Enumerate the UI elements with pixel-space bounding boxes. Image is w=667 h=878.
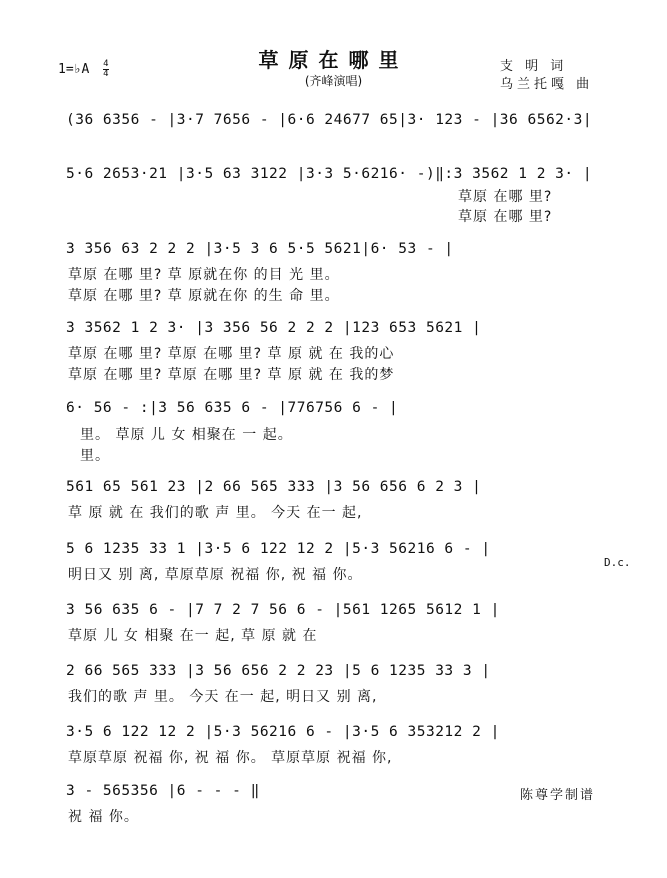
score-line-3: 3 356 63 2 2 2 |3·5 3 6 5·5 5621|6· 53 - | xyxy=(66,241,454,257)
lyric-line-8: 草原 儿 女 相聚 在一 起, 草 原 就 在 xyxy=(68,628,318,644)
lyric-line-4b: 草原 在哪 里? 草原 在哪 里? 草 原 就 在 我的梦 xyxy=(68,367,395,383)
lyric-line-4a: 草原 在哪 里? 草原 在哪 里? 草 原 就 在 我的心 xyxy=(68,346,395,362)
lyric-line-2b: 草原 在哪 里? xyxy=(458,209,553,225)
score-line-7: 5 6 1235 33 1 |3·5 6 122 12 2 |5·3 56216 6 - | xyxy=(66,541,491,557)
lyric-line-3b: 草原 在哪 里? 草 原就在你 的生 命 里。 xyxy=(68,288,340,304)
lyric-line-5b: 里。 xyxy=(80,448,110,464)
performer-subtitle: (齐峰演唱) xyxy=(304,74,363,88)
lyric-line-3a: 草原 在哪 里? 草 原就在你 的目 光 里。 xyxy=(68,267,340,283)
lyric-line-7: 明日又 别 离, 草原草原 祝福 你, 祝 福 你。 xyxy=(68,567,363,583)
song-title: 草原在哪里 xyxy=(258,48,409,72)
lyric-line-11: 祝 福 你。 xyxy=(68,809,139,825)
score-line-8: 3 56 635 6 - |7 7 2 7 56 6 - |561 1265 5612 1 | xyxy=(66,602,500,618)
key-signature xyxy=(58,60,109,79)
score-line-10: 3·5 6 122 12 2 |5·3 56216 6 - |3·5 6 353212 2 | xyxy=(66,724,500,740)
score-line-11: 3 - 565356 |6 - - - ‖ xyxy=(66,783,260,799)
score-line-4: 3 3562 1 2 3· |3 356 56 2 2 2 |123 653 5621 | xyxy=(66,320,482,336)
transcriber-credit: 陈尊学制谱 xyxy=(520,788,596,803)
score-line-6: 561 65 561 23 |2 66 565 333 |3 56 656 6 2 3 | xyxy=(66,479,482,495)
credits xyxy=(500,58,593,94)
composer-credit: 乌兰托嘎 曲 xyxy=(500,77,594,92)
da-capo-mark: D.c. xyxy=(604,556,631,569)
score-line-2: 5·6 2653·21 |3·5 63 3122 |3·3 5·6216· -)‖:3 3562 1 2 3· | xyxy=(66,166,593,182)
lyric-line-5a: 里。 草原 儿 女 相聚在 一 起。 xyxy=(80,427,293,443)
lyric-line-9: 我们的歌 声 里。 今天 在一 起, 明日又 别 离, xyxy=(68,689,378,705)
lyricist-credit: 支 明 词 xyxy=(500,59,568,74)
score-line-5: 6· 56 - :|3 56 635 6 - |776756 6 - | xyxy=(66,400,399,416)
time-signature xyxy=(103,60,108,79)
key-label: 1=♭A xyxy=(58,62,90,77)
score-line-9: 2 66 565 333 |3 56 656 2 2 23 |5 6 1235 33 3 | xyxy=(66,663,491,679)
lyric-line-2a: 草原 在哪 里? xyxy=(458,189,553,205)
lyric-line-10: 草原草原 祝福 你, 祝 福 你。 草原草原 祝福 你, xyxy=(68,750,393,766)
lyric-line-6: 草 原 就 在 我们的歌 声 里。 今天 在一 起, xyxy=(68,505,363,521)
time-top: 4 xyxy=(103,59,109,69)
time-bottom: 4 xyxy=(103,69,109,79)
score-line-1: (36 6356 - |3·7 7656 - |6·6 24677 65|3· 123 - |36 6562·3| xyxy=(66,112,593,128)
